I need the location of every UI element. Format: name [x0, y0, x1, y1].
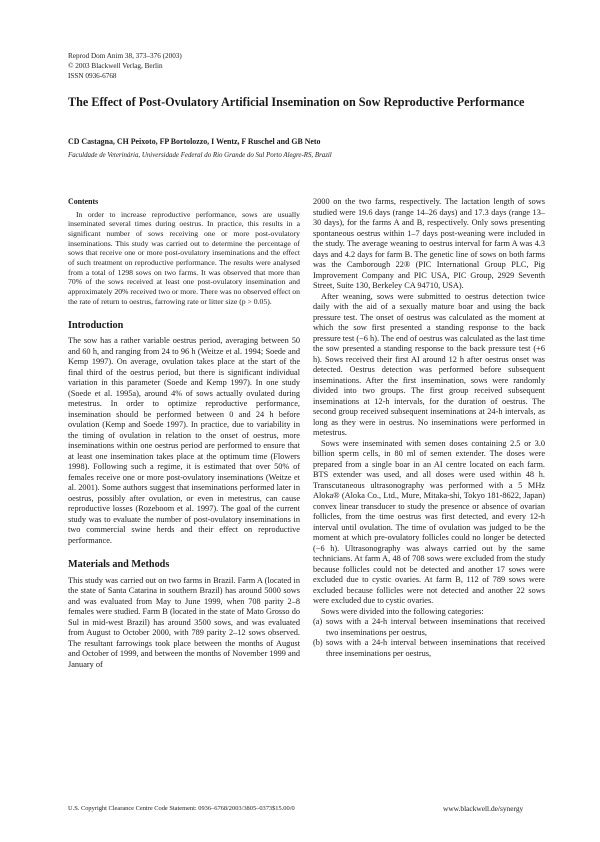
methods-heading: Materials and Methods	[68, 559, 170, 571]
methods-paragraph-4: Sows were divided into the following categories:	[321, 606, 484, 616]
right-column	[313, 197, 545, 659]
list-item	[313, 617, 545, 638]
affiliation: Faculdade de Veterinária, Universidade Federal do Rio Grande do Sul Porto Alegre-RS, Brazil	[68, 152, 332, 159]
list-item	[313, 638, 545, 659]
journal-citation: Reprod Dom Anim 38, 373–376 (2003)	[68, 52, 182, 60]
methods-paragraph-1: This study was carried out on two farms in Brazil. Farm A (located in the state of Santa Catarina in southern Brazil) has around 5000 sows and was evaluated from May to June 1999, when 708 parity 2–8 females were studied. Farm B (located in the state of Mato Grosso do Sul in mid-west Brazil) has around 3500 sows, and was evaluated from August to October 2000, with 789 parity 2–12 sows observed. The resultant farrowings took place between the months of August and October of 1999, and between the months of November 1999 and January of	[68, 575, 300, 669]
list-item-text: sows with a 24-h interval between inseminations that received two inseminations per oestrus,	[326, 617, 545, 637]
category-list	[313, 617, 545, 659]
methods-paragraph-2: After weaning, sows were submitted to oestrus detection twice daily with the aid of a sexually mature boar and using the back pressure test. The onset of oestrus was calculated as the moment at which the sow first presented a standing response to the back pressure test (−6 h). The end of oestrus was calculated as the last time the sow presented a standing response to the back pressure test (+6 h). Sows received their first AI around 12 h after oestrus onset was detected. Oestrus detection was performed before subsequent inseminations. After the first insemination, sows were randomly divided into two groups. The first group received subsequent inseminations at 12-h intervals, for the duration of oestrus. The second group received subsequent inseminations at 24-h intervals, as long as they were in oestrus. No inseminations were performed in metestrus.	[313, 291, 545, 437]
methods-paragraph-1-continued: 2000 on the two farms, respectively. The lactation length of sows studied were 19.6 days (range 14–26 days) and 17.3 days (range 13–30 days), for the farms A and B, respectively. Only sows presenting spontaneous oestrus within 1–7 days post-weaning were included in the study. The average weaning to oestrus interval for farm A was 4.3 days and 4.2 days for farm B. The genetic line of sows on both farms was the Camborough 22® (PIC International Group PLC, Pig Improvement Company and PIC USA, PIC Group, 2929 Seventh Street, Suite 130, Berkeley CA 94710, USA).	[313, 197, 545, 290]
publisher-url: www.blackwell.de/synergy	[443, 804, 524, 813]
introduction-text: The sow has a rather variable oestrus period, averaging between 50 and 60 h, and ranging from 24 to 96 h (Weitze et al. 1994; Soede and Kemp 1997). On average, ovulation takes place at the start of the final third of the oestrus period, but there is significant individual variation in this parameter (Soede and Kemp 1997). In one study (Soede et al. 1995a), around 4% of sows actually ovulated during metestrus. In order to optimize reproductive performance, insemination should be performed between 0 and 24 h before ovulation (Kemp and Soede 1997). In practice, due to variability in the timing of ovulation in relation to the onset of oestrus, more inseminations within one oestrus period are performed to ensure that at least one insemination takes place at the optimum time (Flowers 1998). Following such a regime, it is estimated that over 50% of females receive one or more post-ovulatory inseminations (Weitze et al. 2001). Some authors suggest that inseminations performed later in oestrus, possibly after ovulation, or even in metestrus, can cause reproductive losses (Rozeboom et al. 1997). The goal of the current study was to evaluate the number of post-ovulatory inseminations in two commercial swine herds and their effect on reproductive performance.	[68, 336, 300, 545]
author-list: CD Castagna, CH Peixoto, FP Bortolozzo, I Wentz, F Ruschel and GB Neto	[68, 137, 321, 146]
left-column	[68, 197, 300, 670]
list-item-label: (a)	[313, 617, 323, 626]
article-title: The Effect of Post-Ovulatory Artificial Insemination on Sow Reproductive Performance	[68, 95, 525, 109]
issn-line: ISSN 0936-6768	[68, 71, 117, 80]
list-item-text: sows with a 24-h interval between inseminations that received three inseminations per oestrus,	[326, 638, 545, 658]
contents-heading: Contents	[68, 197, 99, 206]
abstract-text: In order to increase reproductive performance, sows are usually inseminated several times during oestrus. In practice, this results in a significant number of sows receiving one or more post-ovulatory inseminations. This study was carried out to determine the percentage of sows that receive one or more post-ovulatory inseminations and the effect of such treatment on reproductive performance. The results were analysed from a total of 1298 sows on two farms. It was observed that more than 70% of the sows received at least one post-ovulatory insemination and approximately 20% received two or more. There was no observed effect on the rate of return to oestrus, farrowing rate or litter size (p > 0.05).	[68, 209, 300, 306]
journal-header	[68, 52, 182, 81]
methods-paragraph-3: Sows were inseminated with semen doses containing 2.5 or 3.0 billion sperm cells, in 80 ml of semen extender. The doses were prepared from a single boar in an AI centre located on each farm. BTS extender was used, and all doses were used within 48 h. Transcutaneous ultrasonography was performed with a 5 MHz Aloka® (Aloka Co., Ltd., Mure, Mitaka-shi, Tokyo 181-8622, Japan) convex linear transducer to study the presence or absence of ovarian follicles, from the time oestrus was first detected, and every 12-h interval until ovulation. The time of ovulation was judged to be the moment at which pre-ovulatory follicles could no longer be detected (−6 h). Ultrasonography was always carried out by the same technicians. At farm A, 48 of 708 sows were excluded from the study because follicles could not be detected and another 17 sows were excluded due to cystic ovaries. At farm B, 112 of 789 sows were excluded because follicles were not detected and another 22 sows were excluded due to cystic ovaries.	[313, 438, 545, 605]
introduction-heading: Introduction	[68, 319, 124, 331]
copyright-code-statement: U.S. Copyright Clearance Centre Code Statement: 0936–6768/2003/3805–0373$15.00/0	[68, 805, 295, 812]
list-item-label: (b)	[313, 638, 323, 647]
copyright-line: © 2003 Blackwell Verlag, Berlin	[68, 61, 163, 70]
